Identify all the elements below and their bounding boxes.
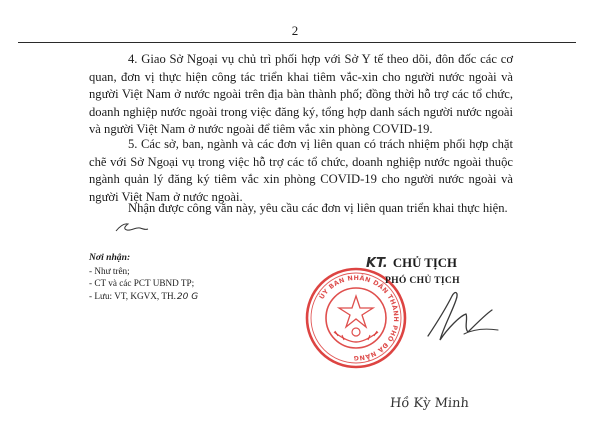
closing-paragraph: Nhận được công văn này, yêu cầu các đơn vị liên quan triển khai thực hiện. [128,201,508,215]
paragraph-item-4: 4. Giao Sở Ngoại vụ chủ trì phối hợp với Sở Y tế theo dõi, đôn đốc các cơ quan, đơn vị thực hiện công tác triển khai tiêm vắc-xin cho người nước ngoài và người Việt Nam ở nước ngoài trên địa bàn thành phố; đồng thời hỗ trợ các tổ chức, doanh nghiệp nước ngoài trong việc đăng ký, tổng hợp danh sách người nước ngoài và người Việt Nam ở nước ngoài để tiêm vắc xin phòng COVID-19. [89,52,513,136]
recipient-item: - CT và các PCT UBND TP; [89,278,195,289]
signer-name: Hồ Kỳ Minh [389,396,470,411]
recipients-block [89,252,289,303]
handwritten-signature [406,284,516,354]
signature-prefix: KT. [366,256,388,271]
signature-subtitle: PHÓ CHỦ TỊCH [385,275,460,286]
seal-text: ỦY BAN NHÂN DÂN THÀNH PHỐ ĐÀ NẴNG [317,273,401,363]
recipient-item-text: - Lưu: VT, KGVX, TH. [89,290,176,301]
recipient-item [89,290,289,303]
svg-text:ỦY BAN NHÂN DÂN THÀNH PHỐ ĐÀ N [316,273,400,363]
header-rule [18,42,576,43]
paragraph-item-5: 5. Các sở, ban, ngành và các đơn vị liên quan có trách nhiệm phối hợp chặt chẽ với Sở Ngoại vụ trong việc hỗ trợ các tổ chức, doanh nghiệp nước ngoài thuộc ngành quản lý đăng ký tiêm vắc xin phòng COVID-19 cho người nước ngoài và người Việt Nam ở nước ngoài. [89,137,513,204]
page-number: 2 [291,23,299,38]
recipients-heading: Nơi nhận: [89,252,131,263]
handwritten-note: 20 G [176,291,199,302]
recipient-item: - Như trên; [89,266,130,277]
handwritten-initials [114,220,150,234]
signature-title-text: CHỦ TỊCH [392,256,457,270]
